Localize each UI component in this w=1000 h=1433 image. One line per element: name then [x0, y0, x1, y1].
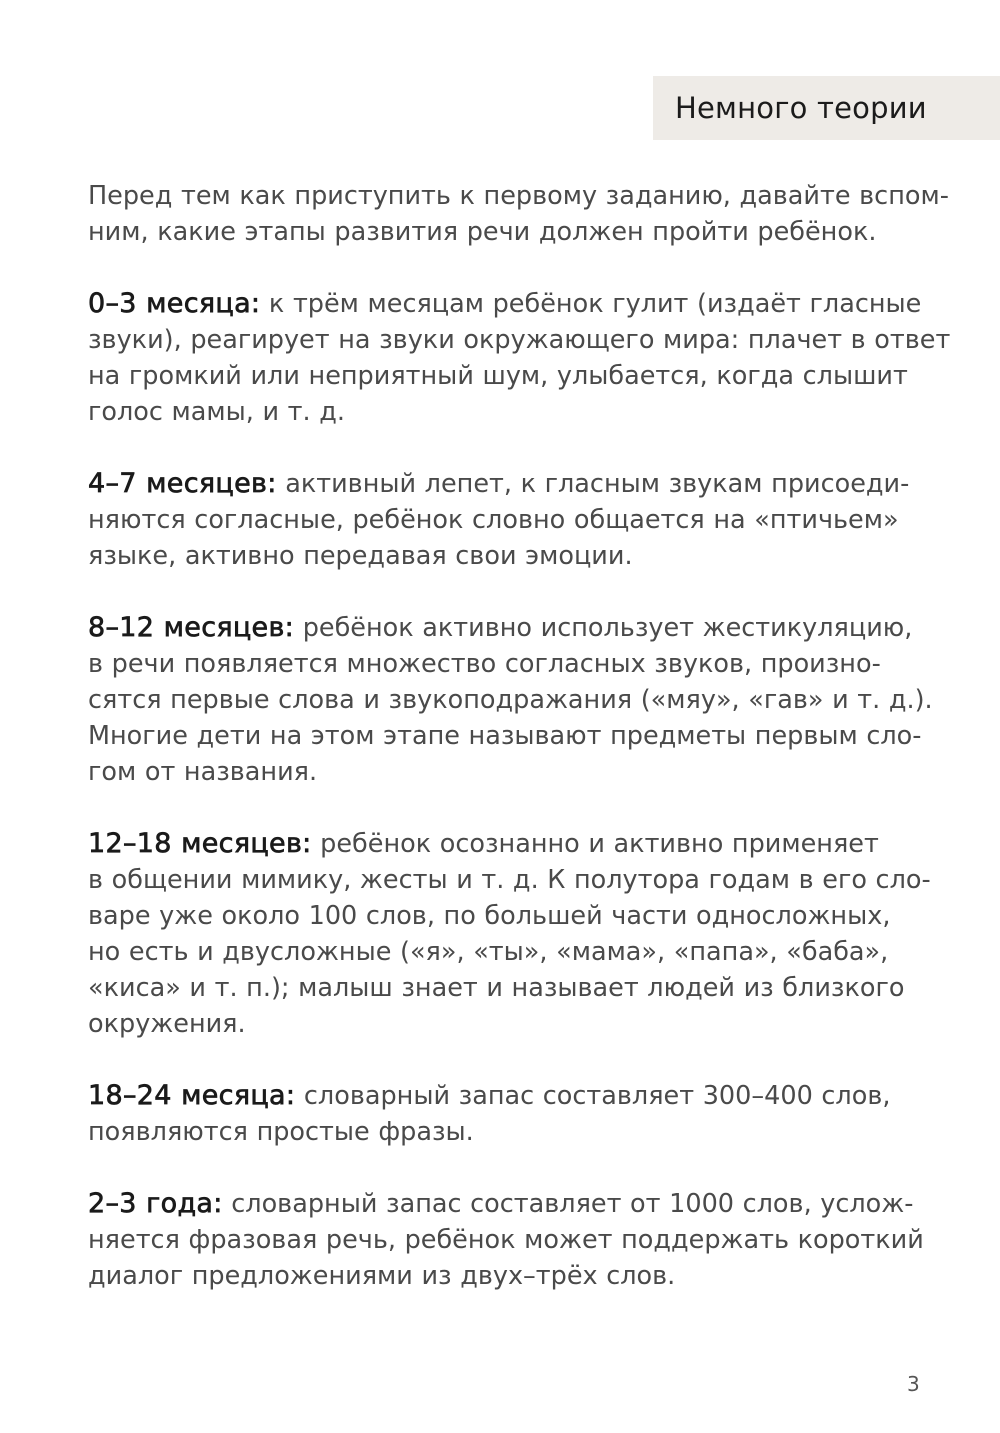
stage-text: гом от названия. — [88, 757, 318, 787]
page-content — [88, 178, 951, 1294]
page-number: 3 — [907, 1372, 920, 1396]
stage-paragraph-0-3-months — [88, 286, 951, 430]
stage-text: в речи появляется множество согласных звуков, произно- — [88, 649, 881, 679]
stage-label: 18–24 месяца: — [88, 1080, 296, 1111]
intro-line: ним, какие этапы развития речи должен пройти ребёнок. — [88, 217, 877, 247]
stage-label: 0–3 месяца: — [88, 288, 261, 319]
stage-text: няются согласные, ребёнок словно общается на «птичьем» — [88, 505, 899, 535]
stage-paragraph-18-24-months — [88, 1078, 928, 1150]
stage-paragraph-2-3-years — [88, 1186, 928, 1294]
stage-text: голос мамы, и т. д. — [88, 397, 345, 427]
stage-text: ребёнок активно использует жестикуляцию, — [294, 613, 913, 643]
stage-text: словарный запас составляет от 1000 слов, услож- — [222, 1189, 914, 1219]
stage-text: Многие дети на этом этапе называют предметы первым сло- — [88, 721, 922, 751]
stage-label: 12–18 месяцев: — [88, 828, 312, 859]
stage-text: в общении мимику, жесты и т. д. К полутора годам в его сло- — [88, 865, 931, 895]
stage-paragraph-4-7-months — [88, 466, 928, 574]
stage-label: 8–12 месяцев: — [88, 612, 295, 643]
stage-text: языке, активно передавая свои эмоции. — [88, 541, 633, 571]
stage-label: 2–3 года: — [88, 1188, 223, 1219]
stage-text: варе уже около 100 слов, по большей части односложных, — [88, 901, 891, 931]
stage-paragraph-12-18-months — [88, 826, 931, 1042]
stage-text: ребёнок осознанно и активно применяет — [311, 829, 879, 859]
intro-line: Перед тем как приступить к первому заданию, давайте вспом- — [88, 181, 949, 211]
section-header-tab — [653, 76, 1000, 140]
intro-paragraph — [88, 178, 949, 250]
stage-text: к трём месяцам ребёнок гулит (издаёт гласные — [260, 289, 922, 319]
stage-text: «киса» и т. п.); малыш знает и называет людей из близкого — [88, 973, 905, 1003]
stage-text: окружения. — [88, 1009, 246, 1039]
stage-label: 4–7 месяцев: — [88, 468, 277, 499]
stage-text: активный лепет, к гласным звукам присоеди- — [276, 469, 910, 499]
stage-text: звуки), реагирует на звуки окружающего мира: плачет в ответ — [88, 325, 951, 355]
stage-text: на громкий или неприятный шум, улыбается, когда слышит — [88, 361, 908, 391]
stage-text: сятся первые слова и звукоподражания («мяу», «гав» и т. д.). — [88, 685, 933, 715]
section-title: Немного теории — [675, 91, 927, 125]
stage-text: появляются простые фразы. — [88, 1117, 474, 1147]
stage-text: диалог предложениями из двух–трёх слов. — [88, 1261, 676, 1291]
stage-paragraph-8-12-months — [88, 610, 933, 790]
stage-text: няется фразовая речь, ребёнок может поддержать короткий — [88, 1225, 924, 1255]
stage-text: но есть и двусложные («я», «ты», «мама», «папа», «баба», — [88, 937, 889, 967]
stage-text: словарный запас составляет 300–400 слов, — [295, 1081, 891, 1111]
